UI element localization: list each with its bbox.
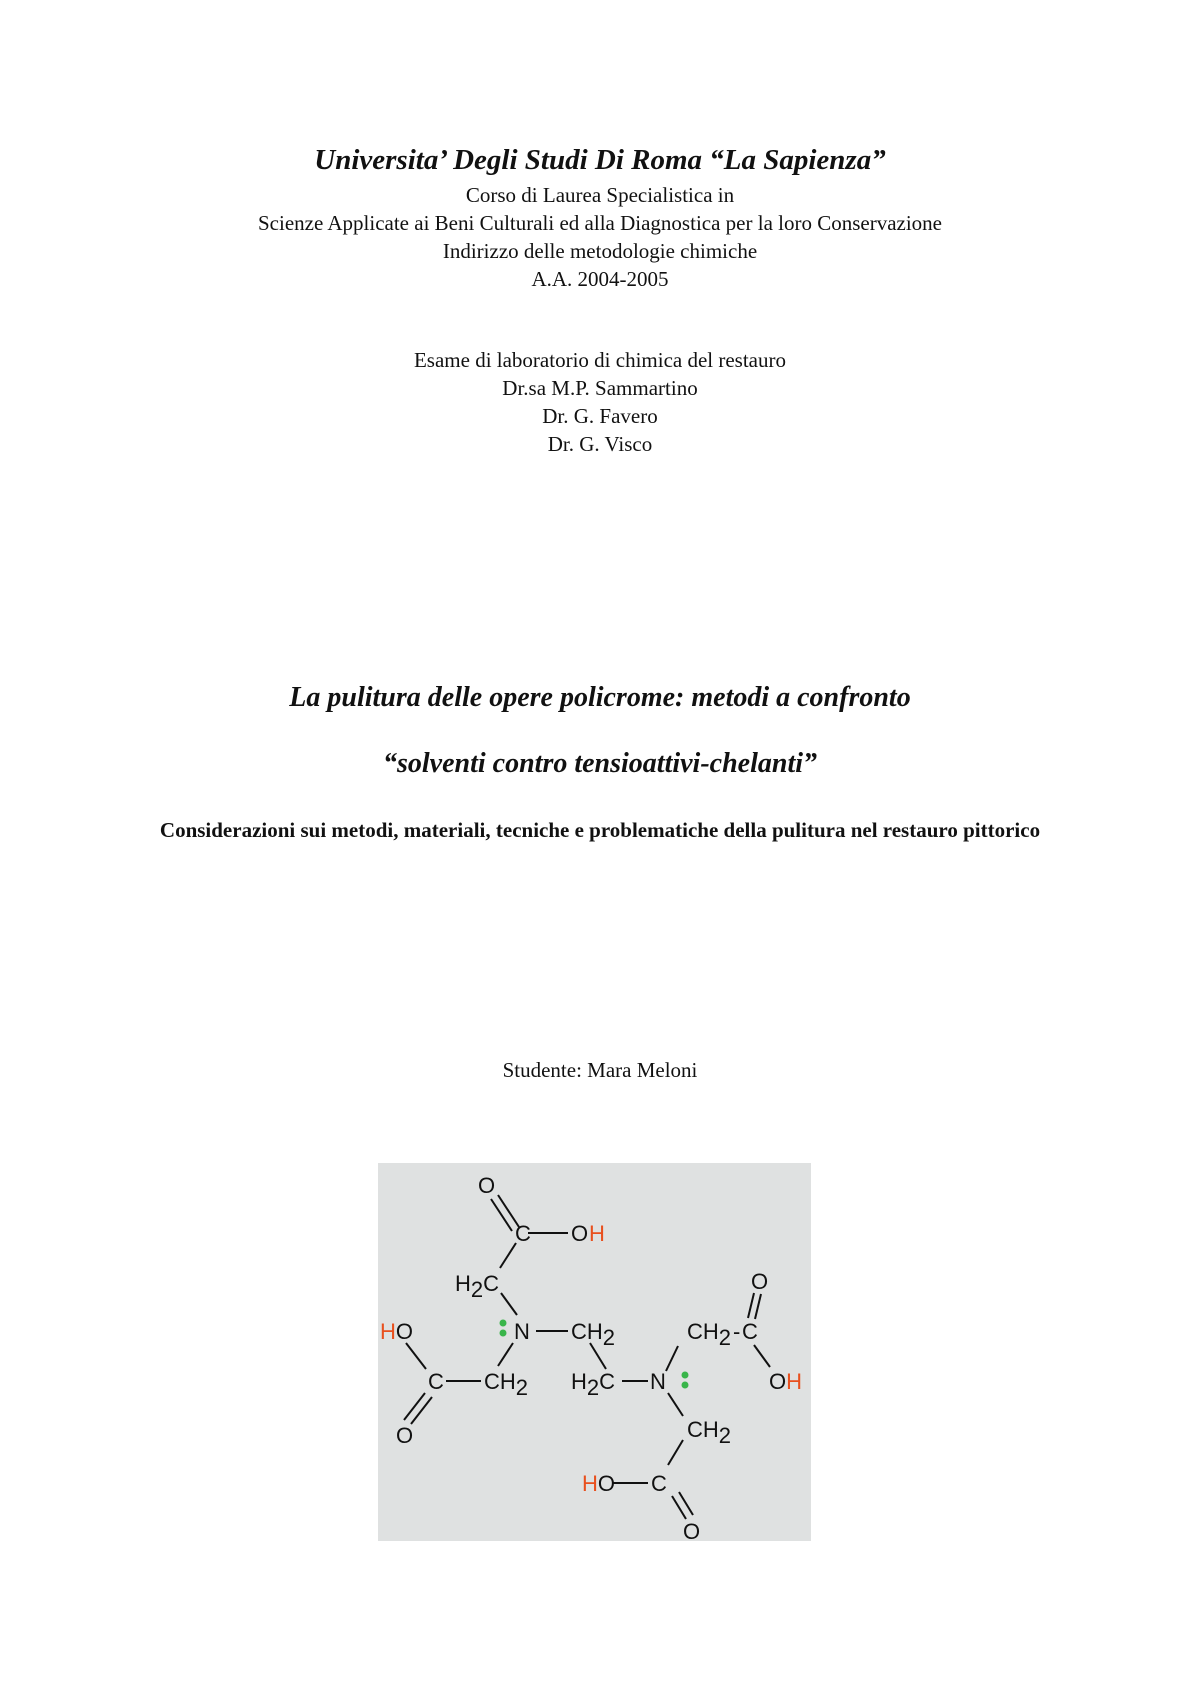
group-methylene-label: CH2 (687, 1319, 732, 1350)
course-line: Corso di Laurea Specialistica in (465, 183, 735, 207)
group-methylene-label: CH2 (484, 1369, 529, 1400)
student-name: Studente: Mara Meloni (502, 1058, 698, 1082)
atom-oxygen: O (571, 1221, 589, 1246)
bond (501, 1293, 517, 1315)
edta-structure-figure (378, 1163, 811, 1541)
double-bond (755, 1294, 761, 1319)
double-bond (411, 1397, 432, 1424)
lone-pair-dot (500, 1320, 507, 1327)
exam-name: Esame di laboratorio di chimica del restauro (413, 348, 787, 372)
atom-carbon: C (742, 1319, 758, 1344)
group-hydroxyl-label: OH (769, 1369, 803, 1394)
group-methylene-label: H2C (455, 1271, 500, 1302)
professor-favero: Dr. G. Favero (542, 404, 658, 428)
document-description: Considerazioni sui metodi, materiali, tecniche e problematiche della pulitura nel restauro pittorico (159, 818, 1041, 842)
address-line: Indirizzo delle metodologie chimiche (442, 239, 758, 263)
group-methylene-label: CH2 (687, 1417, 732, 1448)
bond (406, 1343, 426, 1369)
degree-line: Scienze Applicate ai Beni Culturali ed alla Diagnostica per la loro Conservazione (257, 211, 943, 235)
bond (498, 1343, 513, 1366)
lone-pair-dot (500, 1330, 507, 1337)
professor-visco: Dr. G. Visco (547, 432, 653, 456)
lone-pair-dot (682, 1372, 689, 1379)
double-bond (748, 1293, 754, 1318)
atom-oxygen: O (478, 1173, 496, 1198)
hyphen-bond-label: - (733, 1319, 741, 1344)
group-methylene-label: CH2 (571, 1319, 616, 1350)
university-title: Universita’ Degli Studi Di Roma “La Sapienza” (314, 144, 886, 176)
bond (500, 1243, 516, 1268)
double-bond (404, 1393, 425, 1420)
bond (668, 1393, 683, 1416)
bond (666, 1346, 678, 1371)
edta-molecule-diagram (378, 1163, 811, 1541)
atom-nitrogen: N (650, 1369, 666, 1394)
exam-info (0, 346, 1200, 458)
group-hydroxyl-label: HO (380, 1319, 414, 1344)
group-hydroxyl-label: HO (582, 1471, 616, 1496)
lone-pair-dot (682, 1382, 689, 1389)
document-subtitle: “solventi contro tensioattivi-chelanti” (383, 748, 817, 779)
atom-oxygen: O (751, 1269, 769, 1294)
atom-nitrogen: N (514, 1319, 530, 1344)
atom-carbon: C (651, 1471, 667, 1496)
atom-carbon: C (515, 1221, 531, 1246)
atom-hydrogen: H (589, 1221, 605, 1246)
atom-oxygen: O (396, 1423, 414, 1448)
course-info (0, 181, 1200, 293)
document-title: La pulitura delle opere policrome: metodi a confronto (289, 682, 911, 713)
bond (668, 1440, 683, 1465)
double-bond (491, 1199, 512, 1231)
group-methylene-label: H2C (571, 1369, 616, 1400)
academic-year: A.A. 2004-2005 (531, 267, 669, 291)
atom-oxygen: O (683, 1519, 701, 1541)
atom-carbon: C (428, 1369, 444, 1394)
bond (754, 1345, 770, 1367)
professor-sammartino: Dr.sa M.P. Sammartino (502, 376, 698, 400)
